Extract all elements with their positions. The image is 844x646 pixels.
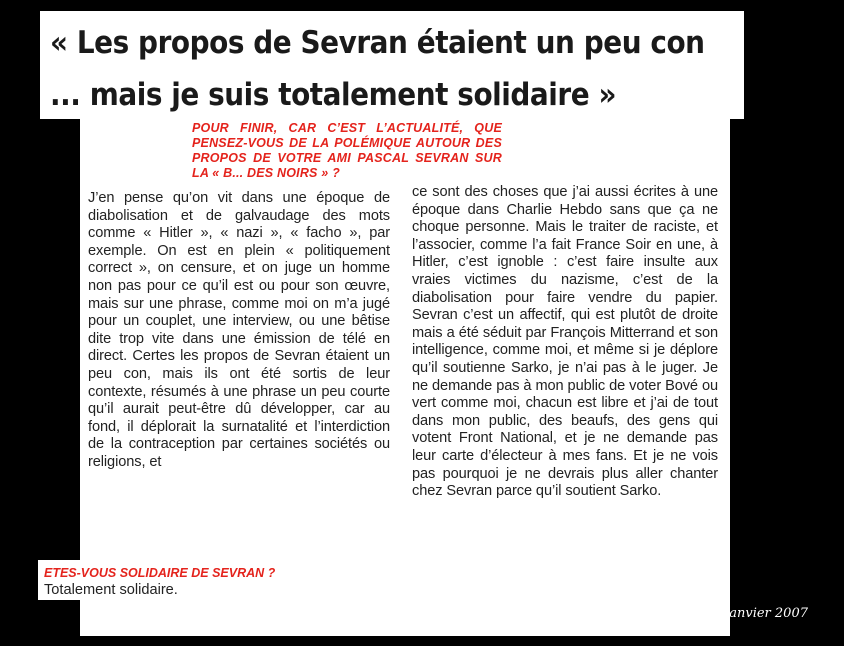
interview-question-1: POUR FINIR, CAR C’EST L’ACTUALITÉ, QUE PENSEZ-VOUS DE LA POLÉMIQUE AUTOUR DES PROPOS DE VOTRE AMI PASCAL SEVRAN SUR LA « B... DES NOIRS » ? (192, 121, 502, 180)
question-band (192, 119, 502, 185)
headline-box (40, 11, 744, 119)
article-left-column: J’en pense qu’on vit dans une époque de diabolisation et de galvaudage des mots comme « Hitler », « nazi », « facho », par exemple. On est en plein « politiquement correct », on censure, et on juge un homme non pas pour ce qu’il est ou pour son œuvre, mais sur une phrase, comme moi on m’a jugé pour un couplet, une interview, ou une bêtise dite trop vite dans une émission de télé en direct. Certes les propos de Sevran étaient un peu con, mais ils ont été sortis de leur contexte, résumés à une phrase un peu courte qu’il aurait peut-être dû développer, car au fond, il déplorait la surnatalité et l’interdiction de la contraception par certaines sociétés ou religions, et (88, 190, 390, 470)
article-right-column: ce sont des choses que j’ai aussi écrites à une époque dans Charlie Hebdo sans que ça ne choque personne. Mais le traiter de raciste, et l’associer, comme l’a fait France Soir en une, à Hitler, c’est ignoble : c’est faire insulte aux vraies victimes du nazisme, c’est de la diabolisation pour faire vendre du papier. Sevran c’est un affectif, qui est plutôt de droite mais a été séduit par François Mitterrand et son intelligence, comme moi, et même si je déplore qu’il soutienne Sarko, je n’ai pas à le juger. Je ne demande pas à mon public de voter Bové ou vert comme moi, chacun est libre et j’ai de tout dans mon public, des beaufs, des gens qui votent Front National, et je ne demande pas leur carte d’électeur à mes fans. Et je ne vois pas pourquoi je ne devrais plus aller chanter chez Sevran parce qu’il soutient Sarko. (412, 184, 718, 500)
headline-line-1: « Les propos de Sevran étaient un peu con (50, 25, 705, 61)
second-question-box (38, 560, 308, 600)
interview-question-2: ETES-VOUS SOLIDAIRE DE SEVRAN ? (44, 566, 276, 580)
headline (50, 17, 705, 121)
interview-answer-2: Totalement solidaire. (44, 582, 178, 598)
source-credit: Platine Janvier 2007 (673, 606, 808, 621)
headline-line-2: ... mais je suis totalement solidaire » (50, 77, 617, 113)
article-clipping (80, 119, 730, 636)
